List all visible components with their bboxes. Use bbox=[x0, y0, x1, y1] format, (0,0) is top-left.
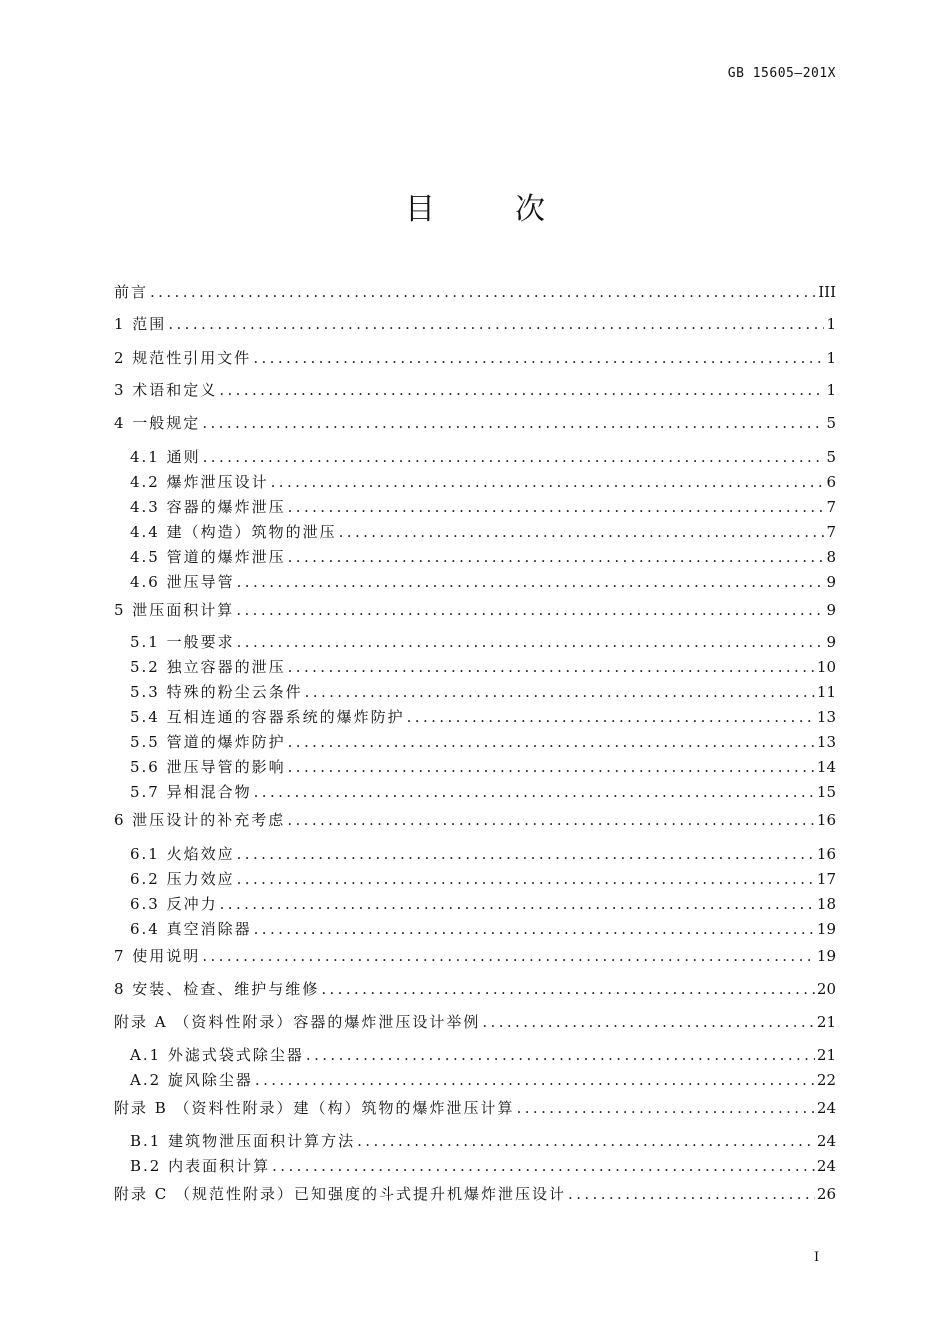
toc-dot-leader bbox=[220, 895, 815, 913]
toc-entry-page: 19 bbox=[816, 947, 836, 965]
toc-entry-label: 5.4 互相连通的容器系统的爆炸防护 bbox=[130, 708, 405, 726]
toc-entry-page: 5 bbox=[826, 448, 836, 466]
toc-entry-page: 21 bbox=[816, 1013, 836, 1031]
toc-dot-leader bbox=[288, 758, 815, 776]
toc-entry[interactable] bbox=[130, 1130, 836, 1152]
toc-entry-page: 16 bbox=[816, 811, 836, 829]
toc-entry[interactable] bbox=[130, 781, 836, 803]
toc-dot-leader bbox=[517, 1099, 815, 1117]
toc-entry-label: 5.7 异相混合物 bbox=[130, 783, 252, 801]
toc-dot-leader bbox=[288, 548, 825, 566]
toc-entry-page: 6 bbox=[826, 473, 836, 491]
toc-dot-leader bbox=[288, 498, 825, 516]
toc-entry-page: 26 bbox=[816, 1185, 836, 1203]
toc-dot-leader bbox=[254, 783, 815, 801]
toc-entry-page: 13 bbox=[816, 708, 836, 726]
toc-entry-page: 1 bbox=[826, 315, 836, 333]
toc-entry-page: 1 bbox=[826, 349, 836, 367]
toc-dot-leader bbox=[237, 845, 815, 863]
toc-entry-page: 9 bbox=[826, 633, 836, 651]
title-char-1: 目 bbox=[405, 192, 435, 227]
toc-dot-leader bbox=[202, 414, 824, 432]
toc-entry[interactable] bbox=[114, 347, 836, 369]
toc-entry-label: 附录 C （规范性附录）已知强度的斗式提升机爆炸泄压设计 bbox=[114, 1185, 567, 1203]
toc-entry-label: 4.2 爆炸泄压设计 bbox=[130, 473, 269, 491]
toc-dot-leader bbox=[288, 658, 815, 676]
toc-entry[interactable] bbox=[130, 868, 836, 890]
toc-entry-page: 5 bbox=[826, 414, 836, 432]
toc-dot-leader bbox=[287, 811, 815, 829]
toc-entry-page: 10 bbox=[816, 658, 836, 676]
toc-entry-label: 2 规范性引用文件 bbox=[114, 349, 252, 367]
toc-entry-page: 20 bbox=[816, 980, 836, 998]
toc-entry-label: 前言 bbox=[114, 283, 149, 301]
toc-entry[interactable] bbox=[114, 281, 836, 303]
toc-entry[interactable] bbox=[114, 379, 836, 401]
toc-entry-page: 16 bbox=[816, 845, 836, 863]
toc-entry-label: 5 泄压面积计算 bbox=[114, 601, 235, 619]
toc-entry-label: 5.2 独立容器的泄压 bbox=[130, 658, 286, 676]
toc-entry[interactable] bbox=[114, 809, 836, 831]
toc-entry-page: 19 bbox=[816, 920, 836, 938]
toc-entry[interactable] bbox=[130, 731, 836, 753]
toc-entry[interactable] bbox=[114, 412, 836, 434]
toc-entry-page: 7 bbox=[826, 523, 836, 541]
toc-entry-label: 5.5 管道的爆炸防护 bbox=[130, 733, 286, 751]
toc-entry[interactable] bbox=[130, 756, 836, 778]
toc-entry[interactable] bbox=[130, 656, 836, 678]
toc-dot-leader bbox=[237, 870, 815, 888]
toc-entry-page: 18 bbox=[816, 895, 836, 913]
toc-entry-page: 22 bbox=[816, 1071, 836, 1089]
toc-entry[interactable] bbox=[130, 1044, 836, 1066]
toc-entry-label: B.2 内表面积计算 bbox=[130, 1157, 271, 1175]
toc-entry[interactable] bbox=[114, 313, 836, 335]
toc-entry[interactable] bbox=[114, 1183, 836, 1205]
toc-entry-page: 13 bbox=[816, 733, 836, 751]
toc-entry-page: 24 bbox=[816, 1157, 836, 1175]
toc-entry-label: 5.3 特殊的粉尘云条件 bbox=[130, 683, 303, 701]
toc-dot-leader bbox=[568, 1185, 815, 1203]
toc-entry-label: 4.3 容器的爆炸泄压 bbox=[130, 498, 286, 516]
toc-entry-page: III bbox=[818, 283, 836, 301]
toc-dot-leader bbox=[482, 1013, 815, 1031]
toc-entry-label: 4.5 管道的爆炸泄压 bbox=[130, 548, 286, 566]
toc-dot-leader bbox=[255, 1071, 815, 1089]
toc-entry[interactable] bbox=[130, 843, 836, 865]
toc-entry[interactable] bbox=[114, 1097, 836, 1119]
toc-entry-label: 附录 B （资料性附录）建（构）筑物的爆炸泄压计算 bbox=[114, 1099, 515, 1117]
toc-entry-label: 1 范围 bbox=[114, 315, 167, 333]
toc-dot-leader bbox=[357, 1132, 815, 1150]
toc-entry-label: 6.3 反冲力 bbox=[130, 895, 218, 913]
toc-entry[interactable] bbox=[130, 893, 836, 915]
toc-dot-leader bbox=[288, 733, 815, 751]
toc-dot-leader bbox=[168, 315, 824, 333]
toc-entry-label: 5.1 一般要求 bbox=[130, 633, 235, 651]
toc-entry-page: 8 bbox=[826, 548, 836, 566]
toc-entry[interactable] bbox=[130, 496, 836, 518]
toc-entry-label: A.2 旋风除尘器 bbox=[130, 1071, 253, 1089]
toc-entry[interactable] bbox=[114, 599, 836, 621]
toc-dot-leader bbox=[203, 448, 825, 466]
toc-entry-label: 6.2 压力效应 bbox=[130, 870, 235, 888]
title-char-2: 次 bbox=[515, 192, 545, 227]
toc-entry[interactable] bbox=[130, 446, 836, 468]
toc-entry-page: 7 bbox=[826, 498, 836, 516]
toc-entry[interactable] bbox=[114, 1011, 836, 1033]
toc-entry[interactable] bbox=[130, 571, 836, 593]
toc-dot-leader bbox=[237, 573, 825, 591]
toc-entry-label: 6 泄压设计的补充考虑 bbox=[114, 811, 286, 829]
toc-entry-page: 21 bbox=[816, 1046, 836, 1064]
toc-entry-label: 附录 A （资料性附录）容器的爆炸泄压设计举例 bbox=[114, 1013, 481, 1031]
toc-entry-page: 24 bbox=[816, 1099, 836, 1117]
toc-entry-page: 24 bbox=[816, 1132, 836, 1150]
toc-entry-page: 14 bbox=[816, 758, 836, 776]
toc-entry-page: 9 bbox=[826, 601, 836, 619]
toc-entry-label: 4 一般规定 bbox=[114, 414, 201, 432]
toc-dot-leader bbox=[237, 633, 825, 651]
toc-dot-leader bbox=[219, 381, 824, 399]
toc-entry-page: 17 bbox=[816, 870, 836, 888]
toc-entry[interactable] bbox=[114, 978, 836, 1000]
standard-code: GB 15605—201X bbox=[727, 66, 836, 81]
toc-entry-label: 3 术语和定义 bbox=[114, 381, 218, 399]
toc-entry-label: 6.4 真空消除器 bbox=[130, 920, 252, 938]
toc-dot-leader bbox=[202, 947, 815, 965]
toc-entry-label: 7 使用说明 bbox=[114, 947, 201, 965]
toc-entry[interactable] bbox=[114, 945, 836, 967]
toc-entry-label: 5.6 泄压导管的影响 bbox=[130, 758, 286, 776]
toc-entry-label: 8 安装、检查、维护与维修 bbox=[114, 980, 320, 998]
toc-entry[interactable] bbox=[130, 521, 836, 543]
toc-entry[interactable] bbox=[130, 546, 836, 568]
toc-entry-page: 15 bbox=[816, 783, 836, 801]
toc-entry-page: 1 bbox=[826, 381, 836, 399]
toc-dot-leader bbox=[254, 920, 815, 938]
toc-entry-label: B.1 建筑物泄压面积计算方法 bbox=[130, 1132, 356, 1150]
toc-entry[interactable] bbox=[130, 1155, 836, 1177]
toc-dot-leader bbox=[253, 349, 824, 367]
toc-entry-label: 6.1 火焰效应 bbox=[130, 845, 235, 863]
toc-dot-leader bbox=[305, 683, 815, 701]
page-title bbox=[0, 184, 950, 228]
toc-entry[interactable] bbox=[130, 471, 836, 493]
toc-entry[interactable] bbox=[130, 1069, 836, 1091]
toc-dot-leader bbox=[271, 473, 825, 491]
toc-entry[interactable] bbox=[130, 681, 836, 703]
toc-dot-leader bbox=[306, 1046, 815, 1064]
toc-entry-label: A.1 外滤式袋式除尘器 bbox=[130, 1046, 304, 1064]
toc-dot-leader bbox=[339, 523, 825, 541]
toc-entry-page: 9 bbox=[826, 573, 836, 591]
toc-entry-page: 11 bbox=[816, 683, 836, 701]
toc-entry[interactable] bbox=[130, 706, 836, 728]
toc-dot-leader bbox=[236, 601, 824, 619]
toc-entry-label: 4.6 泄压导管 bbox=[130, 573, 235, 591]
toc-dot-leader bbox=[150, 283, 816, 301]
toc-entry[interactable] bbox=[130, 631, 836, 653]
toc-dot-leader bbox=[321, 980, 815, 998]
toc-entry-label: 4.4 建（构造）筑物的泄压 bbox=[130, 523, 337, 541]
toc-entry-label: 4.1 通则 bbox=[130, 448, 201, 466]
toc-dot-leader bbox=[272, 1157, 815, 1175]
toc-dot-leader bbox=[407, 708, 815, 726]
toc-entry[interactable] bbox=[130, 918, 836, 940]
page-number: I bbox=[814, 1250, 820, 1265]
